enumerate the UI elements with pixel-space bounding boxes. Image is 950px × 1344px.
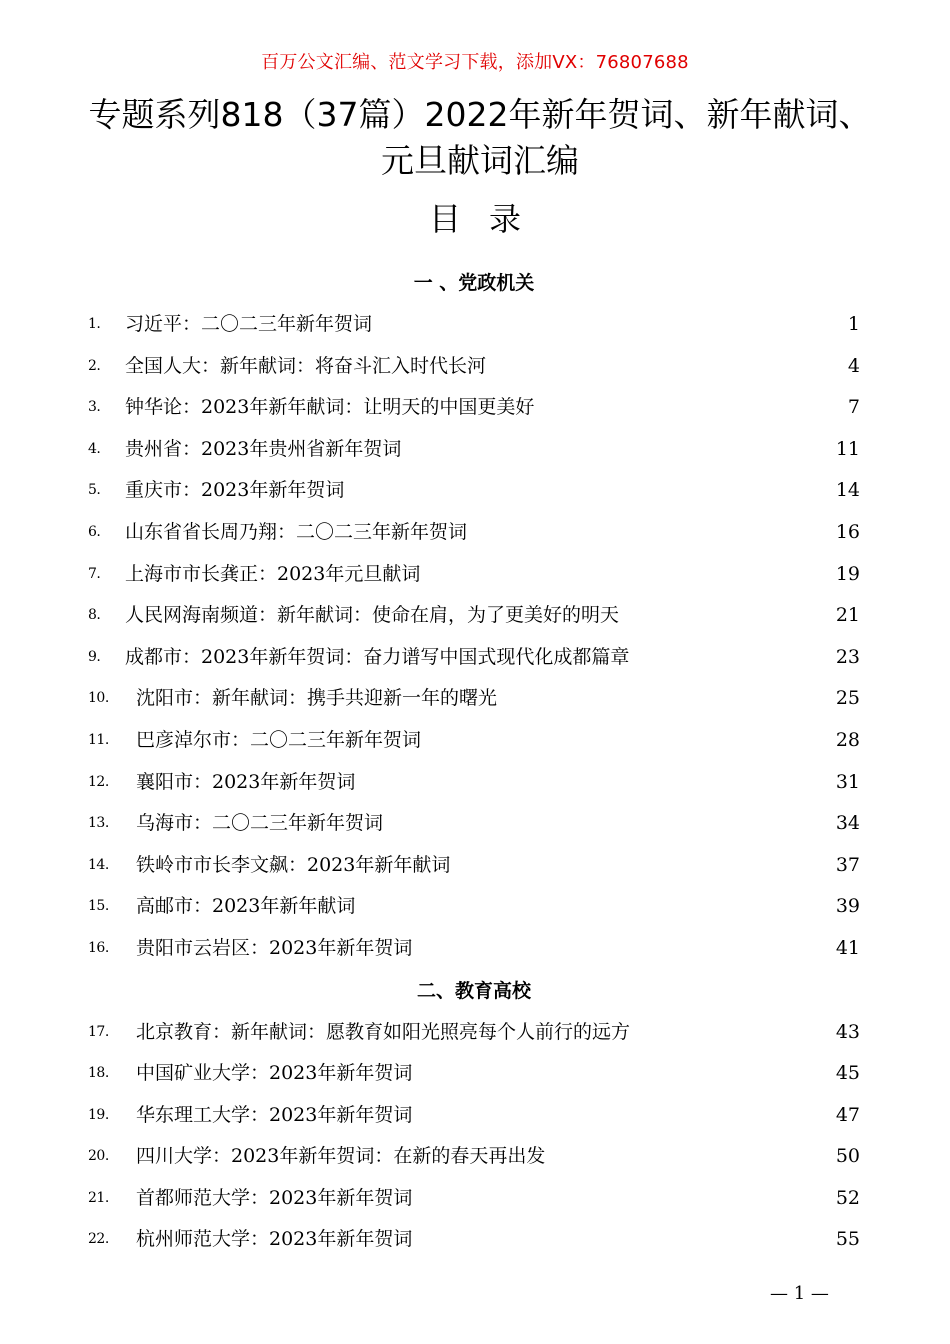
toc-entry-page: 47 <box>835 1103 860 1126</box>
toc-entry-page: 37 <box>835 853 860 876</box>
toc-entry-title[interactable]: 贵阳市云岩区：2023年新年贺词 <box>136 936 413 959</box>
section-title: 二、教育高校 <box>416 979 531 1002</box>
toc-entry[interactable] <box>88 720 860 762</box>
toc-entry-page: 34 <box>835 812 860 835</box>
toc-entry-number: 2. <box>88 357 101 374</box>
toc-entry-page: 11 <box>835 437 860 460</box>
download-banner: 百万公文汇编、范文学习下载，添加VX：76807688 <box>261 52 689 73</box>
toc-entry-title[interactable]: 全国人大：新年献词：将奋斗汇入时代长河 <box>125 354 487 377</box>
toc-entry-number: 3. <box>88 399 101 416</box>
toc-entry-number: 16. <box>88 939 109 956</box>
toc-entry[interactable] <box>88 554 860 596</box>
toc-entry[interactable] <box>88 762 860 804</box>
toc-entry[interactable] <box>88 1095 860 1137</box>
toc-entry-page: 41 <box>835 936 860 959</box>
toc-entry[interactable] <box>88 304 860 346</box>
toc-entry[interactable] <box>88 387 860 429</box>
toc-entry-title[interactable]: 山东省省长周乃翔：二〇二三年新年贺词 <box>125 520 468 543</box>
toc-entry-title[interactable]: 四川大学：2023年新年贺词：在新的春天再出发 <box>136 1145 546 1168</box>
toc-entry[interactable] <box>88 429 860 471</box>
toc-entry-page: 4 <box>847 354 860 377</box>
toc-entry-page: 25 <box>835 687 860 710</box>
toc-entry-page: 39 <box>835 895 860 918</box>
toc-entry-title[interactable]: 钟华论：2023年新年献词：让明天的中国更美好 <box>125 396 535 419</box>
toc-entry-number: 21. <box>88 1189 109 1206</box>
toc-entry[interactable] <box>88 1219 860 1261</box>
toc-entry-number: 13. <box>88 815 109 832</box>
toc-entry-title[interactable]: 重庆市：2023年新年贺词 <box>125 479 345 502</box>
toc-entry[interactable] <box>88 1178 860 1220</box>
toc-entry-page: 31 <box>835 770 860 793</box>
toc-entry-title[interactable]: 首都师范大学：2023年新年贺词 <box>136 1186 413 1209</box>
toc-entry-number: 11. <box>88 731 109 748</box>
toc-entry-page: 55 <box>835 1228 860 1251</box>
toc-entry-title[interactable]: 乌海市：二〇二三年新年贺词 <box>136 812 384 835</box>
toc-entry-number: 15. <box>88 898 109 915</box>
toc-entry-number: 8. <box>88 607 101 624</box>
toc-entry-number: 22. <box>88 1231 109 1248</box>
toc-entry-title[interactable]: 华东理工大学：2023年新年贺词 <box>136 1103 413 1126</box>
toc-entry-title[interactable]: 上海市市长龚正：2023年元旦献词 <box>125 562 421 585</box>
toc-entry-page: 14 <box>835 479 860 502</box>
toc-entry[interactable] <box>88 637 860 679</box>
toc-entry-number: 19. <box>88 1106 109 1123</box>
toc-entry-title[interactable]: 人民网海南频道：新年献词：使命在肩，为了更美好的明天 <box>125 604 620 627</box>
toc-entry-number: 9. <box>88 648 101 665</box>
toc-entry-title[interactable]: 中国矿业大学：2023年新年贺词 <box>136 1062 413 1085</box>
toc-entry-title[interactable]: 铁岭市市长李文飙：2023年新年献词 <box>136 853 451 876</box>
toc-entry-number: 20. <box>88 1148 109 1165</box>
toc-entry-page: 50 <box>835 1145 860 1168</box>
section-title: 一 、党政机关 <box>413 272 535 294</box>
toc-entry-page: 19 <box>835 562 860 585</box>
toc-entry-number: 17. <box>88 1023 109 1040</box>
toc-entry-title[interactable]: 贵州省：2023年贵州省新年贺词 <box>125 437 402 460</box>
toc-entry-page: 23 <box>835 645 860 668</box>
toc-entry-title[interactable]: 成都市：2023年新年贺词：奋力谱写中国式现代化成都篇章 <box>125 645 630 668</box>
toc-entry[interactable] <box>88 1053 860 1095</box>
toc-entry-page: 52 <box>835 1186 860 1209</box>
toc-entry-page: 43 <box>835 1020 860 1043</box>
page-number-footer: — 1 — <box>770 1283 829 1304</box>
toc-entry-number: 4. <box>88 440 101 457</box>
toc-entry[interactable] <box>88 1136 860 1178</box>
toc-entry[interactable] <box>88 886 860 928</box>
toc-entry-page: 28 <box>835 728 860 751</box>
toc-entry-number: 18. <box>88 1065 109 1082</box>
toc-entry[interactable] <box>88 928 860 970</box>
toc-entry-page: 21 <box>835 604 860 627</box>
toc-entry-number: 1. <box>88 316 101 332</box>
toc-entry-page: 1 <box>847 313 860 335</box>
toc-entry[interactable] <box>88 803 860 845</box>
toc-entry-title[interactable]: 巴彦淖尔市：二〇二三年新年贺词 <box>136 728 422 751</box>
toc-entry-number: 6. <box>88 523 101 540</box>
toc-entry-number: 5. <box>88 482 101 499</box>
toc-entry-page: 45 <box>835 1062 860 1085</box>
toc-entry-page: 16 <box>835 520 860 543</box>
toc-entry-page: 7 <box>847 396 860 419</box>
toc-entry[interactable] <box>88 678 860 720</box>
toc-entry-number: 14. <box>88 856 109 873</box>
toc-entry-title[interactable]: 杭州师范大学：2023年新年贺词 <box>136 1228 413 1251</box>
toc-entry[interactable] <box>88 1012 860 1054</box>
document-title: 专题系列818（37篇）2022年新年贺词、新年献词、元旦献词汇编 <box>88 95 872 180</box>
toc-entry-number: 7. <box>88 565 101 582</box>
toc-entry-number: 10. <box>88 690 109 707</box>
toc-entry[interactable] <box>88 595 860 637</box>
toc-entry-title[interactable]: 高邮市：2023年新年献词 <box>136 895 356 918</box>
toc-entry-title[interactable]: 北京教育：新年献词：愿教育如阳光照亮每个人前行的远方 <box>136 1020 631 1043</box>
toc-entry[interactable] <box>88 346 860 388</box>
toc-entry-title[interactable]: 习近平：二〇二三年新年贺词 <box>125 313 373 335</box>
table-of-contents <box>88 262 860 1261</box>
toc-entry[interactable] <box>88 512 860 554</box>
toc-entry-title[interactable]: 沈阳市：新年献词：携手共迎新一年的曙光 <box>136 687 498 710</box>
toc-entry-number: 12. <box>88 773 109 790</box>
toc-heading: 目录 <box>428 200 549 238</box>
toc-entry-title[interactable]: 襄阳市：2023年新年贺词 <box>136 770 356 793</box>
toc-entry[interactable] <box>88 470 860 512</box>
toc-entry[interactable] <box>88 845 860 887</box>
